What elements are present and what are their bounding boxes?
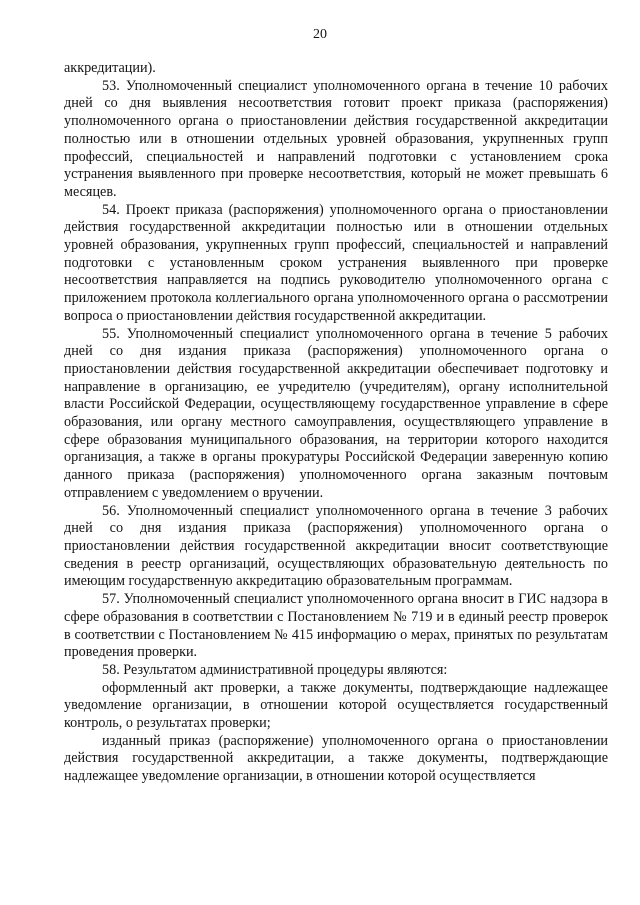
- paragraph-continuation: аккредитации).: [64, 60, 156, 76]
- paragraph-58: 58. Результатом административной процедуры являются:: [102, 661, 448, 678]
- paragraph-55: 55. Уполномоченный специалист уполномоченного органа в течение 5 рабочих дней со дня издания приказа (распоряжения) уполномоченного органа о приостановлении действия государственной аккредитации обеспечивает подготовку и направление в организацию, ее учредителю (учредителям), органу исполнительной власти Российской Федерации, осуществляющему государственное управление в сфере образования, или органу местного самоуправления, осуществляющего управление в сфере образования муниципального образования, на территории которого находится организация, а также в органы прокуратуры Российской Федерации заверенную копию данного приказа (распоряжения) уполномоченного органа заказным почтовым отправлением с уведомлением о вручении.: [64, 325, 608, 501]
- paragraph-54: 54. Проект приказа (распоряжения) уполномоченного органа о приостановлении действия государственной аккредитации полностью или в отношении отдельных уровней образования, укрупненных групп профессий, специальностей и направлений подготовки с установленным сроком устранения выявленного при проверке несоответствия направляется на подпись руководителю уполномоченного органа с приложением протокола коллегиального органа уполномоченного органа о рассмотрении вопроса о приостановлении действия государственной аккредитации.: [64, 201, 608, 324]
- page-number: 20: [313, 27, 327, 42]
- paragraph-57: 57. Уполномоченный специалист уполномоченного органа вносит в ГИС надзора в сфере образования в соответствии с Постановлением № 719 и в единый реестр проверок в соответствии с Постановлением № 415 информацию о мерах, принятых по результатам проведения проверки.: [64, 591, 608, 661]
- paragraph-58-item-2: изданный приказ (распоряжение) уполномоченного органа о приостановлении действия государственной аккредитации, а также документы, подтверждающие надлежащее уведомление организации, в отношении которой осуществляется: [64, 732, 608, 785]
- document-body: [64, 60, 608, 786]
- paragraph-53: 53. Уполномоченный специалист уполномоченного органа в течение 10 рабочих дней со дня выявления несоответствия готовит проект приказа (распоряжения) уполномоченного органа о приостановлении действия государственной аккредитации полностью или в отношении отдельных уровней образования, укрупненных групп профессий, специальностей и направлений подготовки с установлением срока устранения выявленного при проверке несоответствия, который не может превышать 6 месяцев.: [64, 77, 608, 200]
- paragraph-56: 56. Уполномоченный специалист уполномоченного органа в течение 3 рабочих дней со дня издания приказа (распоряжения) уполномоченного органа о приостановлении действия государственной аккредитации вносит соответствующие сведения в реестр организаций, осуществляющих образовательную деятельность по имеющим государственную аккредитацию образовательным программам.: [64, 502, 608, 590]
- paragraph-58-item-1: оформленный акт проверки, а также документы, подтверждающие надлежащее уведомление организации, в отношении которой осуществляется государственный контроль, о результатах проверки;: [64, 679, 608, 732]
